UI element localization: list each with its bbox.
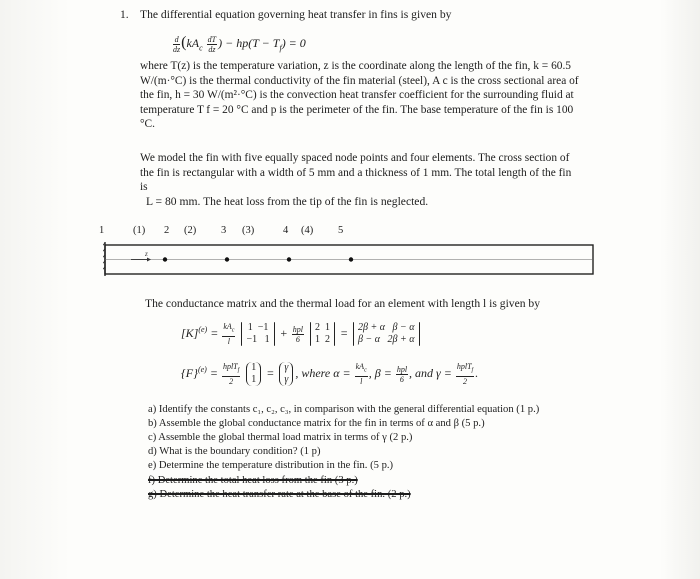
vector-1: 1 1 [246,362,261,386]
problem-title: The differential equation governing heat transfer in fins is given by [140,8,452,21]
page-shadow-left [0,0,70,579]
question-d: d) What is the boundary condition? (1 p) [148,446,321,457]
question-f-struck: f) Determine the total heat loss from the fin (3 p.) [148,475,358,486]
node-dot-4 [287,257,291,261]
vector-2: γ γ [279,362,293,386]
description-paragraph: where T(z) is the temperature variation, z is the coordinate along the length of the fin, k = 60.5 W/(m·°C) is the thermal conductivity of the fin material (steel), A c is the cross sectional area of the fin, h = 30 W/(m²·°C) is the convection heat transfer coefficient for the surrounding fluid at temperature T f = 20 °C and p is the perimeter of the fin. The base temperature of the fin is 100 °C. [140,60,579,131]
z-axis-label: z [145,250,148,258]
problem-number: 1. [120,8,129,21]
fin-diagram [103,242,598,276]
node-label-3: 3 [221,225,227,236]
node-label-4: 4 [283,225,289,236]
length-statement: L = 80 mm. The heat loss from the tip of the fin is neglected. [146,195,429,208]
governing-equation: $\frac{d}{dz}$ ($kA_c$ $\frac{dT}{dz}$ ) − $hp(T - T_f) = 0$ [173,34,306,54]
matrix-2: 2 1 1 2 [310,322,335,346]
conductance-matrix-equation: $[K]^{(e)}$ = $\frac{kA_c}{l}$ 1 −1 −1 1 + $\frac{\text{hpl}}{6}$ 2 1 1 2 = 2β + α β − α β − α 2β + α [181,322,422,346]
element-label-1: (1) [133,225,146,236]
page-shadow-right [660,0,700,579]
node-dot-3 [225,257,229,261]
model-paragraph: We model the fin with five equally spaced node points and four elements. The cross section of the fin is rectangular with a width of 5 mm and a thickness of 1 mm. The total length of the fin is [140,152,572,194]
thermal-load-equation: $\{F\}^{(e)}$ = $\frac{hplT_f}{2}$ 1 1 = γ γ , where α = $\frac{kA_c}{l}$ , β = $\frac{\text{hpl}}{6}$ , and γ = $\frac{hplT_f}{2}$ . [181,362,479,386]
matrix-3: 2β + α β − α β − α 2β + α [353,322,419,346]
element-label-4: (4) [301,225,314,236]
element-label-2: (2) [184,225,197,236]
question-a: a) Identify the constants c₁, c₂, c₃, in comparison with the general differential equation (1 p.) [148,404,540,415]
conductance-intro: The conductance matrix and the thermal load for an element with length l is given by [145,297,541,310]
question-b: b) Assemble the global conductance matrix for the fin in terms of α and β (5 p.) [148,418,485,429]
node-label-2: 2 [164,225,170,236]
node-label-5: 5 [338,225,344,236]
matrix-1: 1 −1 −1 1 [241,322,274,346]
question-g-struck: g) Determine the heat transfer rate at the base of the fin. (2 p.) [148,489,411,500]
z-axis-arrowhead [147,258,151,262]
question-e: e) Determine the temperature distribution in the fin. (5 p.) [148,460,394,471]
element-label-3: (3) [242,225,255,236]
node-dot-2 [163,257,167,261]
node-dot-5 [349,257,353,261]
node-label-1: 1 [99,225,105,236]
question-c: c) Assemble the global thermal load matrix in terms of γ (2 p.) [148,432,413,443]
